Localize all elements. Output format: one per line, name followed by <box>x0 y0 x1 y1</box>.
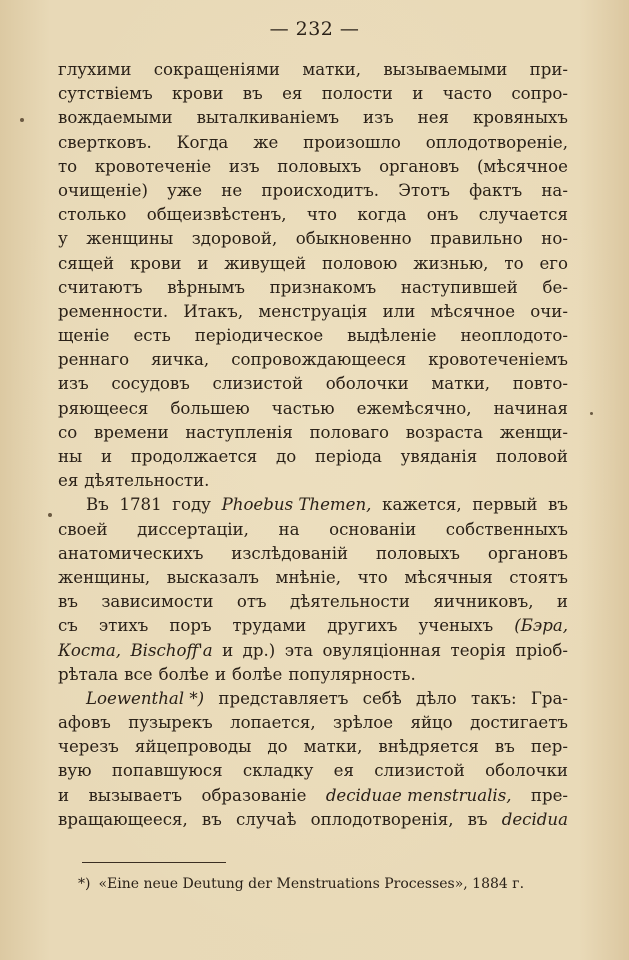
text-line <box>58 784 568 808</box>
word: отъ <box>236 592 267 612</box>
word: на- <box>541 180 568 200</box>
word: и <box>222 640 234 660</box>
text-line <box>58 348 568 372</box>
word: живущей <box>224 253 307 273</box>
word: достигаетъ <box>470 713 568 733</box>
word: анатомическихъ <box>58 543 204 563</box>
word: вѣрнымъ <box>167 277 245 297</box>
paper-speck <box>590 412 593 415</box>
word: наступленія <box>185 422 293 442</box>
word: яичниковъ, <box>433 592 534 612</box>
word: случается <box>478 205 568 225</box>
word: общеизвѣстенъ, <box>146 205 287 225</box>
word: овуляціонная <box>322 640 442 660</box>
word: съ <box>58 616 78 636</box>
word: выталкиваніемъ <box>196 108 340 128</box>
word: собственныхъ <box>445 519 568 539</box>
text-line <box>58 735 568 759</box>
word: Въ <box>86 495 109 515</box>
word: происходитъ. <box>261 180 380 200</box>
word: обыкновенно <box>295 229 412 249</box>
word: на <box>278 519 300 539</box>
word: увяданія <box>400 447 478 466</box>
word: но- <box>541 229 568 249</box>
word: фактъ <box>469 180 523 200</box>
word: неоплодото- <box>460 326 568 346</box>
word: все <box>124 664 153 684</box>
word: попавшуюся <box>111 761 223 781</box>
word: въ <box>201 809 222 829</box>
word: этихъ <box>98 616 149 636</box>
word: ея <box>58 471 79 491</box>
word: онъ <box>426 205 459 225</box>
text-line <box>58 469 568 493</box>
text-line <box>58 397 568 421</box>
word: и <box>412 84 424 104</box>
main-text <box>58 58 568 832</box>
word: половой <box>495 447 568 466</box>
word: есть <box>133 326 171 346</box>
word: очищеніе) <box>58 180 148 200</box>
text-line <box>58 614 568 638</box>
word: высказалъ <box>166 567 259 587</box>
word: ны <box>58 447 83 466</box>
word: кровотеченіе <box>94 156 212 176</box>
text-line <box>58 639 568 663</box>
word: ея <box>282 84 303 104</box>
word: эта <box>284 640 314 660</box>
word: же <box>253 132 279 152</box>
text-line <box>58 131 568 155</box>
word: афовъ <box>58 713 111 733</box>
text-line <box>58 252 568 276</box>
word: или <box>382 301 416 321</box>
word: въ <box>494 737 515 757</box>
paper-speck <box>48 513 52 517</box>
word: начиная <box>493 398 568 418</box>
word: продолжается <box>130 447 258 466</box>
word: свертковъ. <box>58 132 152 152</box>
word: ученыхъ <box>418 616 494 636</box>
word: повто- <box>512 374 568 394</box>
word: такъ: <box>471 688 517 708</box>
page-number: — 232 — <box>269 18 360 40</box>
italic-word: Loewenthal *) <box>86 688 205 708</box>
word: яйцо <box>410 713 453 733</box>
text-line <box>58 808 568 832</box>
word: щеніе <box>58 326 110 346</box>
word: менструація <box>258 301 368 321</box>
word: и <box>214 664 227 684</box>
word: сопро- <box>511 84 568 104</box>
word: Итакъ, <box>183 301 244 321</box>
word: глухими <box>58 60 132 79</box>
text-line <box>58 493 568 517</box>
word: со <box>58 422 78 442</box>
word: періодическое <box>194 326 324 346</box>
word: частью <box>271 398 335 418</box>
word: здоровой, <box>191 229 278 249</box>
italic-word: Bischoff'a <box>130 640 213 660</box>
footnote-text: «Eine neue Deutung der Menstruations Processes», 1884 г. <box>98 876 525 892</box>
word: правильно <box>430 229 523 249</box>
word: теорія <box>450 640 506 660</box>
footnote-mark: *) <box>78 876 91 892</box>
word: жизнью, <box>413 253 489 273</box>
word: кровотеченіемъ <box>428 350 568 370</box>
word: женщи- <box>499 422 568 442</box>
word: Этотъ <box>398 180 450 200</box>
word: большею <box>170 398 250 418</box>
footnote <box>78 874 558 894</box>
word: матки, <box>303 737 363 757</box>
word: выдѣленіе <box>347 326 437 346</box>
word: основаніи <box>329 519 417 539</box>
italic-word: deciduae menstrualis, <box>325 785 512 805</box>
word: сутствіемъ <box>58 84 153 104</box>
word: вращающееся, <box>58 809 188 829</box>
word: и <box>101 447 113 466</box>
word: часто <box>442 84 493 104</box>
word: органовъ <box>487 543 568 563</box>
word: ременности. <box>58 301 169 321</box>
footnote-divider <box>82 862 226 863</box>
word: въ <box>548 495 568 515</box>
word: Когда <box>176 132 229 152</box>
word: и <box>197 253 209 273</box>
word: оболочки <box>485 761 568 781</box>
word: представляетъ <box>218 688 349 708</box>
text-line <box>58 203 568 227</box>
word: ряющееся <box>58 398 149 418</box>
word: въ <box>242 84 263 104</box>
word: изъ <box>58 374 89 394</box>
word: мѣсячныя <box>404 567 493 587</box>
text-line <box>58 106 568 130</box>
word: нея <box>417 108 450 128</box>
paper-speck <box>20 118 24 122</box>
text-line <box>58 300 568 324</box>
italic-word: Коста, <box>58 640 122 660</box>
word: черезъ <box>58 737 119 757</box>
word: др.) <box>242 640 276 660</box>
text-line <box>58 566 568 590</box>
word: (мѣсячное <box>476 156 568 176</box>
word: болѣе <box>232 664 283 684</box>
word: стоятъ <box>509 567 568 587</box>
word: въ <box>58 592 78 612</box>
word: яйцепроводы <box>134 737 252 757</box>
word: вызываемыми <box>383 60 508 79</box>
text-line <box>58 58 568 82</box>
text-line <box>58 324 568 348</box>
word: оплодотвореніе, <box>425 132 568 152</box>
text-line <box>58 445 568 469</box>
word: изслѣдованій <box>231 543 349 563</box>
word: женщины <box>86 229 174 249</box>
word: столько <box>58 205 127 225</box>
word: вызываетъ <box>88 785 183 805</box>
text-line <box>58 179 568 203</box>
word: не <box>221 180 243 200</box>
text-line <box>58 82 568 106</box>
word: женщины, <box>58 567 151 587</box>
word: пер- <box>530 737 568 757</box>
word: дѣятельности <box>290 592 410 612</box>
text-line <box>58 227 568 251</box>
word: вую <box>58 761 92 781</box>
word: популярность. <box>288 664 416 684</box>
word: образованіе <box>201 785 307 805</box>
word: поръ <box>169 616 212 636</box>
word: сокращеніями <box>153 60 280 79</box>
word: реннаго <box>58 350 130 370</box>
word: случаѣ <box>235 809 297 829</box>
word: то <box>58 156 78 176</box>
word: сосудовъ <box>111 374 190 394</box>
word: дѣло <box>416 688 457 708</box>
word: произошло <box>303 132 401 152</box>
word: кажется, <box>382 495 462 515</box>
word: изъ <box>363 108 394 128</box>
word: полости <box>321 84 393 104</box>
text-line <box>58 372 568 396</box>
word: бе- <box>542 277 568 297</box>
word: изъ <box>228 156 260 176</box>
word: времени <box>94 422 169 442</box>
text-line <box>58 276 568 300</box>
word: вождаемыми <box>58 108 173 128</box>
word: лопается, <box>230 713 316 733</box>
italic-word: Phoebus Themen, <box>221 495 372 515</box>
text-line <box>58 759 568 783</box>
word: считаютъ <box>58 277 143 297</box>
word: его <box>539 253 568 273</box>
italic-word: decidua <box>501 809 568 829</box>
word: крови <box>172 84 224 104</box>
word: наступившей <box>400 277 518 297</box>
word: то <box>504 253 524 273</box>
word: зрѣлое <box>333 713 394 733</box>
word: у <box>58 229 68 249</box>
text-line <box>58 542 568 566</box>
word: пріоб- <box>515 640 568 660</box>
word: половою <box>321 253 398 273</box>
text-line <box>58 155 568 179</box>
word: и <box>58 785 70 805</box>
word: себѣ <box>362 688 402 708</box>
word: до <box>275 447 297 466</box>
word: оболочки <box>325 374 409 394</box>
word: болѣе <box>158 664 209 684</box>
word: возраста <box>405 422 483 442</box>
word: рѣтала <box>58 664 119 684</box>
word: что <box>306 205 338 225</box>
word: ежемѣсячно, <box>356 398 472 418</box>
word: оплодотворенія, <box>310 809 454 829</box>
word: складку <box>242 761 314 781</box>
word: органовъ <box>379 156 460 176</box>
italic-word: (Бэра, <box>514 616 568 636</box>
word: мѣсячное <box>430 301 516 321</box>
word: что <box>357 567 388 587</box>
text-line <box>58 663 568 687</box>
text-line <box>58 518 568 542</box>
word: признакомъ <box>269 277 377 297</box>
word: трудами <box>232 616 307 636</box>
word: своей <box>58 519 108 539</box>
word: и <box>556 592 568 612</box>
word: до <box>267 737 288 757</box>
word: другихъ <box>327 616 398 636</box>
word: матки, <box>302 60 361 79</box>
word: уже <box>167 180 203 200</box>
word: половыхъ <box>277 156 362 176</box>
word: въ <box>467 809 488 829</box>
word: матки, <box>431 374 491 394</box>
word: пузырекъ <box>128 713 213 733</box>
word: ея <box>333 761 354 781</box>
word: слизистой <box>374 761 465 781</box>
word: періода <box>314 447 382 466</box>
word: сящей <box>58 253 115 273</box>
word: когда <box>357 205 407 225</box>
word: половаго <box>309 422 390 442</box>
word: кровяныхъ <box>473 108 568 128</box>
word: дѣятельности. <box>84 471 210 491</box>
word: мнѣніе, <box>275 567 341 587</box>
word: половыхъ <box>375 543 460 563</box>
word: яичка, <box>151 350 210 370</box>
text-line <box>58 711 568 735</box>
text-line <box>58 421 568 445</box>
word: при- <box>529 60 568 79</box>
word: зависимости <box>101 592 214 612</box>
word: очи- <box>530 301 568 321</box>
word: внѣдряется <box>378 737 479 757</box>
word: первый <box>472 495 538 515</box>
word: 1781 <box>119 495 162 515</box>
word: диссертаціи, <box>137 519 249 539</box>
word: слизистой <box>212 374 304 394</box>
word: крови <box>130 253 182 273</box>
word: сопровождающееся <box>231 350 407 370</box>
word: Гра- <box>530 688 568 708</box>
text-line <box>58 590 568 614</box>
word: году <box>172 495 211 515</box>
word: пре- <box>530 785 568 805</box>
text-line <box>58 687 568 711</box>
